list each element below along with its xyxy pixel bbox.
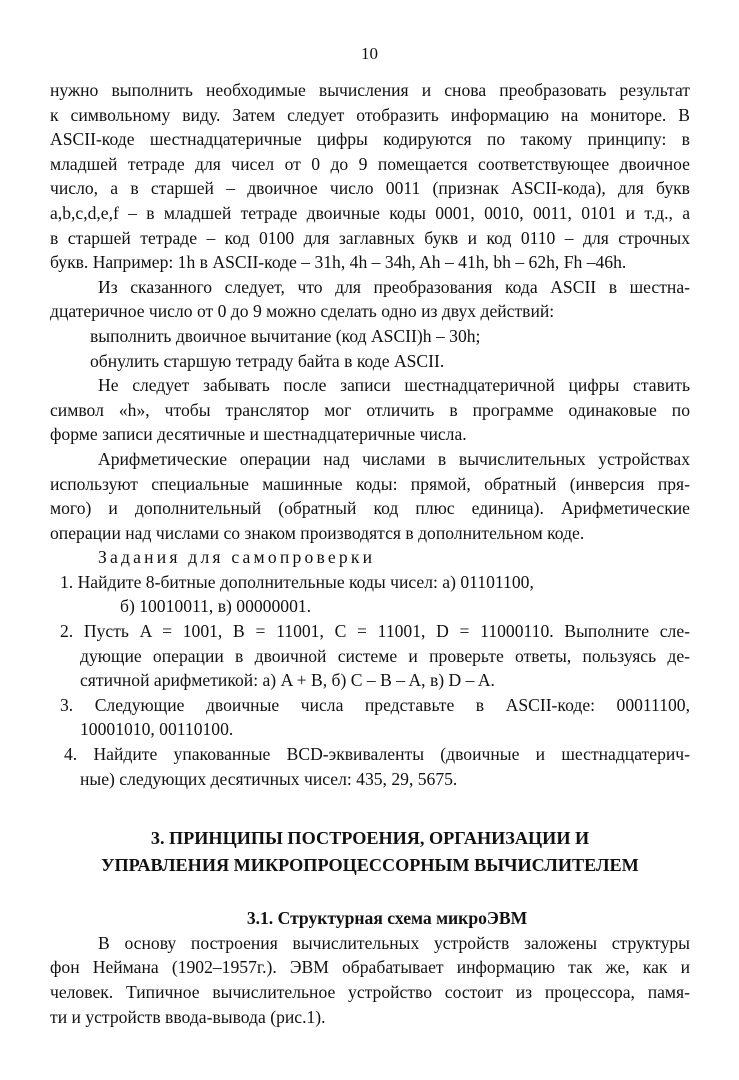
task-item-continuation: б) 10010011, в) 00000001. [120,596,312,617]
text-line: младшей тетраде для чисел от 0 до 9 помещается соответствующее двоичное [50,153,690,174]
paragraph-conversion [50,275,690,324]
subsection-title: 3.1. Структурная схема микроЭВМ [246,908,528,929]
text-line: фон Неймана (1902–1957г.). ЭВМ обрабатывает информацию так же, как и [50,957,690,978]
text-line: ти и устройств ввода-вывода (рис.1). [50,1006,326,1027]
task-item: 2. Пусть A = 1001, B = 11001, C = 11001, D = 11000110. Выполните сле- [60,621,690,642]
text-line: человек. Типичное вычислительное устройство состоит из процессора, памя- [50,982,690,1002]
text-line: форме записи десятичные и шестнадцатеричные числа. [50,424,467,445]
task-item: 1. Найдите 8-битные дополнительные коды чисел: а) 01101100, [60,571,534,592]
text-line: в старшей тетраде – код 0100 для заглавных букв и код 0110 – для строчных [50,227,690,248]
text-line: Из сказанного следует, что для преобразования кода ASCII в шестна- [98,276,690,297]
text-line: нужно выполнить необходимые вычисления и снова преобразовать результат [50,80,690,100]
text-line: используют специальные машинные коды: прямой, обратный (инверсия пря- [50,473,690,494]
paragraph-von-neumann [50,931,690,1029]
tasks-heading: Задания для самопроверки [98,547,376,568]
paragraph-h-symbol [50,373,690,447]
text-line: Не следует забывать после записи шестнадцатеричной цифры ставить [98,375,690,396]
task-item-continuation: ные) следующих десятичных чисел: 435, 29, 5675. [80,768,458,789]
action-item: выполнить двоичное вычитание (код ASCII)h – 30h; [90,325,481,346]
task-item-continuation: сятичной арифметикой: а) A + B, б) C – B – A, в) D – A. [80,670,495,691]
page-number: 10 [361,44,378,63]
text-line: операции над числами со знаком производятся в дополнительном коде. [50,522,585,543]
actions-list [50,324,690,373]
tasks-section [50,545,690,791]
action-item: обнулить старшую тетраду байта в коде ASCII. [90,350,445,371]
section-title-line: УПРАВЛЕНИЯ МИКРОПРОЦЕССОРНЫМ ВЫЧИСЛИТЕЛЕМ [101,855,639,876]
text-line: дцатеричное число от 0 до 9 можно сделать одно из двух действий: [50,301,555,322]
text-line: a,b,c,d,e,f – в младшей тетраде двоичные коды 0001, 0010, 0011, 0101 и т.д., а [50,202,690,223]
section-title [50,825,690,879]
text-line: число, а в старшей – двоичное число 0011 (признак ASCII-кода), для букв [50,178,690,199]
paragraph-arithmetic [50,447,690,545]
text-line: мого) и дополнительный (обратный код плюс единица). Арифметические [50,498,690,519]
paragraph-ascii-encoding [50,78,690,275]
text-line: букв. Например: 1h в ASCII-коде – 31h, 4h – 34h, Ah – 41h, bh – 62h, Fh –46h. [50,252,627,273]
page-content [50,78,690,1029]
task-item-continuation: дующие операции в двоичной системе и проверьте ответы, пользуясь де- [80,645,690,666]
section-title-line: 3. ПРИНЦИПЫ ПОСТРОЕНИЯ, ОРГАНИЗАЦИИ И [150,828,590,849]
task-item: 3. Следующие двоичные числа представьте в ASCII-коде: 00011100, [60,694,690,715]
task-item-continuation: 10001010, 00110100. [80,719,234,740]
text-line: символ «h», чтобы транслятор мог отличить в программе одинаковые по [50,399,690,420]
task-item: 4. Найдите упакованные BCD-эквиваленты (двоичные и шестнадцатерич- [64,744,690,765]
text-line: ASCII-коде шестнадцатеричные цифры кодируются по такому принципу: в [50,129,690,150]
text-line: Арифметические операции над числами в вычислительных устройствах [98,448,690,469]
text-line: В основу построения вычислительных устройств заложены структуры [98,932,690,953]
text-line: к символьному виду. Затем следует отобразить информацию на мониторе. В [50,104,690,125]
